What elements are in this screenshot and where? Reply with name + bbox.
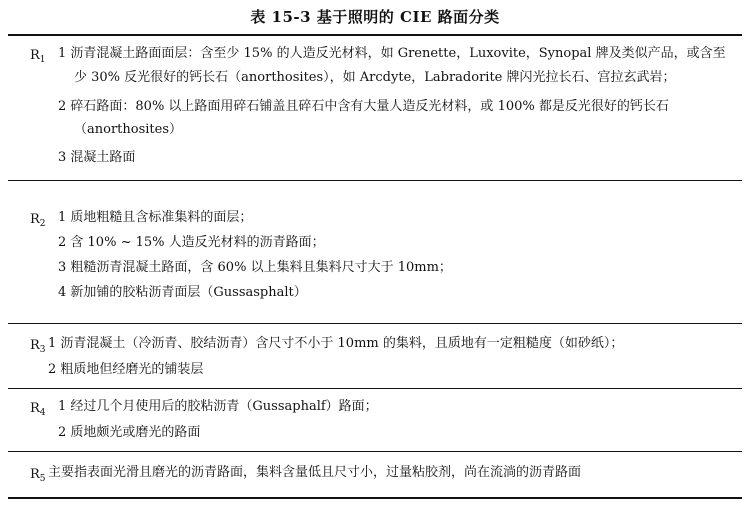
divider-r4-r5 <box>8 451 742 452</box>
class-code-r1: $R_1$ <box>30 48 46 65</box>
r1-line-1: 1 沥青混凝土路面面层：含至少 15% 的人造反光材料，如 Grenette，Luxovite，Synopal 牌及类似产品，或含至 <box>58 46 726 61</box>
r2-line-1: 1 质地粗糙且含标准集料的面层； <box>58 210 253 225</box>
class-code-r3: $R_3$ <box>30 338 46 355</box>
divider-r1-r2 <box>8 180 742 181</box>
divider-r3-r4 <box>8 388 742 389</box>
bottom-rule <box>8 497 742 499</box>
r3-line-2: 2 粗质地但经磨光的铺装层 <box>48 362 204 377</box>
r2-line-4: 4 新加铺的胶粘沥青面层（Gussasphalt） <box>58 285 307 300</box>
r2-line-3: 3 粗糙沥青混凝土路面，含 60% 以上集料且集料尺寸大于 10mm； <box>58 260 452 275</box>
r3-line-1: 1 沥青混凝土（冷沥青、胶结沥青）含尺寸不小于 10mm 的集料，且质地有一定粗糙度（如砂纸）； <box>48 336 624 351</box>
r4-line-2: 2 质地颇光或磨光的路面 <box>58 425 201 440</box>
class-code-r4: $R_4$ <box>30 401 46 418</box>
divider-r2-r3 <box>8 323 742 324</box>
r4-line-1: 1 经过几个月使用后的胶粘沥青（Gussaphalf）路面； <box>58 399 378 414</box>
r5-line-1: 主要指表面光滑且磨光的沥青路面，集料含量低且尺寸小，过量粘胶剂，尚在流淌的沥青路面 <box>48 465 582 480</box>
class-code-r2: $R_2$ <box>30 212 46 229</box>
r1-line-5: 3 混凝土路面 <box>58 150 136 165</box>
r1-line-4: （anorthosites） <box>74 122 183 137</box>
top-rule <box>8 34 742 36</box>
r1-line-2: 少 30% 反光很好的钙长石（anorthosites），如 Arcdyte，Labradorite 牌闪光拉长石、宫拉玄武岩； <box>74 70 676 85</box>
table-title: 表 15-3 基于照明的 CIE 路面分类 <box>250 8 500 26</box>
r2-line-2: 2 含 10% ~ 15% 人造反光材料的沥青路面； <box>58 235 325 250</box>
r1-line-3: 2 碎石路面：80% 以上路面用碎石铺盖且碎石中含有大量人造反光材料，或 100% 都是反光很好的钙长石 <box>58 99 669 114</box>
class-code-r5: $R_5$ <box>30 467 46 484</box>
